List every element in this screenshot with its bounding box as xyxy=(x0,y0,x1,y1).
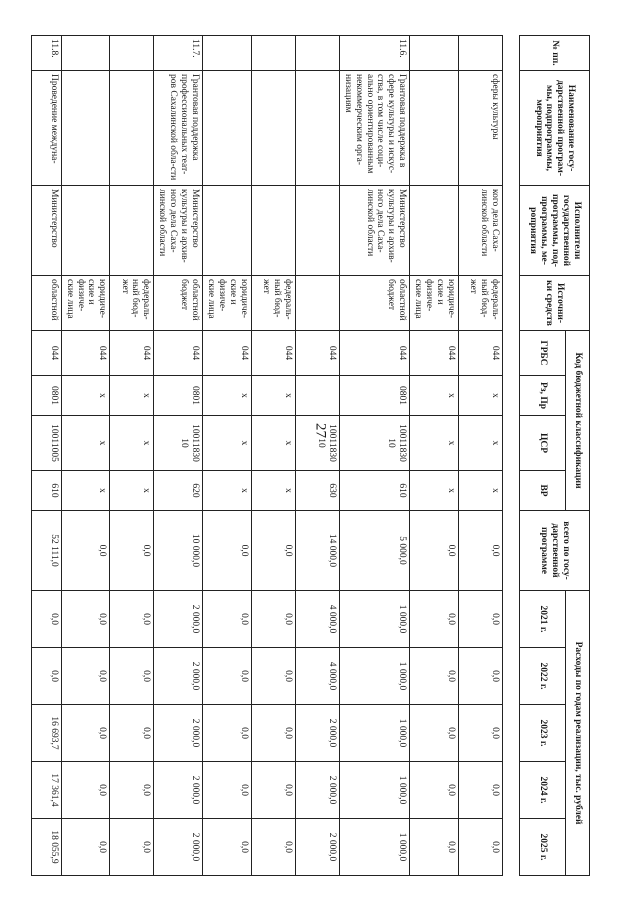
cell-name xyxy=(295,71,339,186)
table-row xyxy=(295,36,339,876)
cell-no xyxy=(410,36,459,71)
cell-name xyxy=(203,71,252,186)
cell-no: 11.7. xyxy=(154,36,203,71)
table-row xyxy=(251,36,295,876)
cell-y2023: 16 693,7 xyxy=(31,705,61,762)
header-name: Наименование госу-дарственной програм-мы, подпрограммы, мероприятия xyxy=(520,71,590,186)
cell-name: Грантовая поддержка профессиональных теат-ров Сахалинской обла-сти xyxy=(154,71,203,186)
cell-total: 0,0 xyxy=(410,511,459,591)
cell-y2024: 0,0 xyxy=(410,762,459,819)
cell-y2021: 0,0 xyxy=(61,591,110,648)
cell-total: 5 000,0 xyxy=(339,511,410,591)
cell-executor: Министерство культуры и архив-ного дела Саха-линской области xyxy=(339,186,410,276)
cell-no xyxy=(110,36,154,71)
table-row xyxy=(339,36,410,876)
cell-y2023: 2 000,0 xyxy=(154,705,203,762)
cell-y2025: 0,0 xyxy=(459,819,503,876)
header-year-2024: 2024 г. xyxy=(520,762,566,819)
cell-y2022: 4 000,0 xyxy=(295,648,339,705)
cell-y2021: 0,0 xyxy=(251,591,295,648)
cell-y2023: 0,0 xyxy=(203,705,252,762)
table-row xyxy=(410,36,459,876)
cell-grbs: 044 xyxy=(339,331,410,376)
cell-y2024: 0,0 xyxy=(251,762,295,819)
cell-vr: 610 xyxy=(31,471,61,511)
cell-y2022: 0,0 xyxy=(459,648,503,705)
cell-rzpr: х xyxy=(110,376,154,416)
cell-no xyxy=(251,36,295,71)
header-gap xyxy=(503,36,520,876)
cell-name: Грантовая поддержка в сфере культуры и искус-ства, в том числе соци-ально ориентированным некоммерческим орга-низациям xyxy=(339,71,410,186)
cell-executor xyxy=(203,186,252,276)
cell-y2022: 2 000,0 xyxy=(154,648,203,705)
cell-y2023: 0,0 xyxy=(61,705,110,762)
table-row xyxy=(110,36,154,876)
cell-source: федераль-ный бюд-жет xyxy=(459,276,503,331)
cell-y2022: 0,0 xyxy=(410,648,459,705)
cell-vr: х xyxy=(410,471,459,511)
cell-source: юридиче-ские и физиче-ские лица xyxy=(410,276,459,331)
cell-total: 0,0 xyxy=(61,511,110,591)
cell-csr: 10011830 10 xyxy=(339,416,410,471)
cell-vr: х xyxy=(203,471,252,511)
cell-y2025: 0,0 xyxy=(61,819,110,876)
table-row xyxy=(154,36,203,876)
header-csr: ЦСР xyxy=(520,416,566,471)
cell-rzpr xyxy=(295,376,339,416)
cell-total: 0,0 xyxy=(110,511,154,591)
cell-csr: 10011830 10 xyxy=(295,416,339,471)
cell-source: федераль-ный бюд-жет xyxy=(110,276,154,331)
cell-y2022: 1 000,0 xyxy=(339,648,410,705)
cell-csr: х xyxy=(251,416,295,471)
cell-total: 0,0 xyxy=(251,511,295,591)
cell-rzpr: х xyxy=(251,376,295,416)
cell-csr: х xyxy=(203,416,252,471)
cell-csr: 10011830 10 xyxy=(154,416,203,471)
cell-y2021: 1 000,0 xyxy=(339,591,410,648)
cell-grbs: 044 xyxy=(251,331,295,376)
cell-executor xyxy=(61,186,110,276)
cell-no xyxy=(61,36,110,71)
cell-y2024: 0,0 xyxy=(110,762,154,819)
table-row xyxy=(61,36,110,876)
cell-executor: Министерство xyxy=(31,186,61,276)
cell-y2022: 0,0 xyxy=(31,648,61,705)
table-row xyxy=(31,36,61,876)
cell-no: 11.8. xyxy=(31,36,61,71)
cell-y2024: 1 000,0 xyxy=(339,762,410,819)
header-total: всего по госу-дарственной программе xyxy=(520,511,590,591)
cell-no xyxy=(459,36,503,71)
cell-rzpr: 0801 xyxy=(339,376,410,416)
cell-vr: 610 xyxy=(339,471,410,511)
cell-grbs: 044 xyxy=(154,331,203,376)
cell-name xyxy=(251,71,295,186)
cell-source: федераль-ный бюд-жет xyxy=(251,276,295,331)
cell-executor xyxy=(295,186,339,276)
header-year-2025: 2025 г. xyxy=(520,819,566,876)
cell-executor xyxy=(251,186,295,276)
cell-y2024: 0,0 xyxy=(203,762,252,819)
cell-y2022: 0,0 xyxy=(61,648,110,705)
budget-table xyxy=(31,35,590,876)
cell-y2023: 0,0 xyxy=(410,705,459,762)
cell-y2023: 0,0 xyxy=(459,705,503,762)
header-year-2023: 2023 г. xyxy=(520,705,566,762)
cell-source: областной бюджет xyxy=(339,276,410,331)
cell-executor xyxy=(110,186,154,276)
cell-source: областной бюджет xyxy=(154,276,203,331)
cell-no xyxy=(295,36,339,71)
cell-source: областной xyxy=(31,276,61,331)
header-budget-code: Код бюджетной классификации xyxy=(566,331,590,511)
cell-y2024: 0,0 xyxy=(459,762,503,819)
cell-rzpr: х xyxy=(459,376,503,416)
cell-csr: 10011005 xyxy=(31,416,61,471)
cell-total: 0,0 xyxy=(459,511,503,591)
cell-y2024: 0,0 xyxy=(61,762,110,819)
header-source: Источни-ки средств xyxy=(520,276,590,331)
page-number: 27 xyxy=(312,423,329,438)
cell-y2025: 0,0 xyxy=(251,819,295,876)
cell-y2025: 18 055,9 xyxy=(31,819,61,876)
cell-y2021: 0,0 xyxy=(459,591,503,648)
cell-name: сферы культуры xyxy=(459,71,503,186)
cell-name xyxy=(110,71,154,186)
cell-y2022: 0,0 xyxy=(251,648,295,705)
cell-y2022: 0,0 xyxy=(203,648,252,705)
cell-csr: х xyxy=(459,416,503,471)
cell-csr: х xyxy=(410,416,459,471)
table-row xyxy=(203,36,252,876)
cell-grbs: 044 xyxy=(110,331,154,376)
cell-y2023: 1 000,0 xyxy=(339,705,410,762)
cell-csr: х xyxy=(110,416,154,471)
cell-no: 11.6. xyxy=(339,36,410,71)
cell-name xyxy=(61,71,110,186)
cell-vr: х xyxy=(110,471,154,511)
rotated-table-container xyxy=(48,35,590,875)
cell-y2025: 2 000,0 xyxy=(154,819,203,876)
header-vr: ВР xyxy=(520,471,566,511)
cell-y2023: 0,0 xyxy=(251,705,295,762)
cell-total: 10 000,0 xyxy=(154,511,203,591)
cell-y2023: 2 000,0 xyxy=(295,705,339,762)
cell-y2023: 0,0 xyxy=(110,705,154,762)
cell-y2021: 4 000,0 xyxy=(295,591,339,648)
cell-y2024: 17 361,4 xyxy=(31,762,61,819)
header-year-2021: 2021 г. xyxy=(520,591,566,648)
cell-vr: х xyxy=(251,471,295,511)
header-no: № пп. xyxy=(520,36,590,71)
header-rzpr: Рз, Пр xyxy=(520,376,566,416)
cell-y2025: 0,0 xyxy=(110,819,154,876)
cell-grbs: 044 xyxy=(410,331,459,376)
header-expenses: Расходы по годам реализации, тыс. рублей xyxy=(566,591,590,876)
cell-source: юридиче-ские и физиче-ские лица xyxy=(61,276,110,331)
cell-y2021: 2 000,0 xyxy=(154,591,203,648)
cell-no xyxy=(203,36,252,71)
cell-y2021: 0,0 xyxy=(31,591,61,648)
cell-y2025: 1 000,0 xyxy=(339,819,410,876)
table-row xyxy=(459,36,503,876)
header-grbs: ГРБС xyxy=(520,331,566,376)
cell-name: Проведение междуна- xyxy=(31,71,61,186)
cell-grbs: 044 xyxy=(61,331,110,376)
cell-y2024: 2 000,0 xyxy=(154,762,203,819)
cell-rzpr: х xyxy=(410,376,459,416)
cell-executor xyxy=(410,186,459,276)
cell-vr: х xyxy=(459,471,503,511)
cell-total: 52 111,0 xyxy=(31,511,61,591)
cell-vr: х xyxy=(61,471,110,511)
cell-executor: кого дела Саха-линской области xyxy=(459,186,503,276)
cell-rzpr: 0801 xyxy=(154,376,203,416)
header-executor: Исполнители государственной программы, под-программы, ме-роприятия xyxy=(520,186,590,276)
cell-y2021: 0,0 xyxy=(410,591,459,648)
cell-y2025: 0,0 xyxy=(410,819,459,876)
cell-grbs: 044 xyxy=(203,331,252,376)
cell-rzpr: х xyxy=(61,376,110,416)
cell-total: 0,0 xyxy=(203,511,252,591)
header-year-2022: 2022 г. xyxy=(520,648,566,705)
cell-csr: х xyxy=(61,416,110,471)
cell-y2021: 0,0 xyxy=(203,591,252,648)
cell-total: 14 000,0 xyxy=(295,511,339,591)
cell-source: юридиче-ские и физиче-ские лица xyxy=(203,276,252,331)
cell-y2025: 2 000,0 xyxy=(295,819,339,876)
cell-y2025: 0,0 xyxy=(203,819,252,876)
cell-y2022: 0,0 xyxy=(110,648,154,705)
cell-y2024: 2 000,0 xyxy=(295,762,339,819)
cell-y2021: 0,0 xyxy=(110,591,154,648)
cell-vr: 620 xyxy=(154,471,203,511)
cell-grbs: 044 xyxy=(295,331,339,376)
cell-executor: Министерство культуры и архив-ного дела Саха-линской области xyxy=(154,186,203,276)
cell-rzpr: х xyxy=(203,376,252,416)
cell-name xyxy=(410,71,459,186)
cell-vr: 630 xyxy=(295,471,339,511)
cell-source xyxy=(295,276,339,331)
cell-grbs: 044 xyxy=(31,331,61,376)
cell-rzpr: 0801 xyxy=(31,376,61,416)
cell-grbs: 044 xyxy=(459,331,503,376)
